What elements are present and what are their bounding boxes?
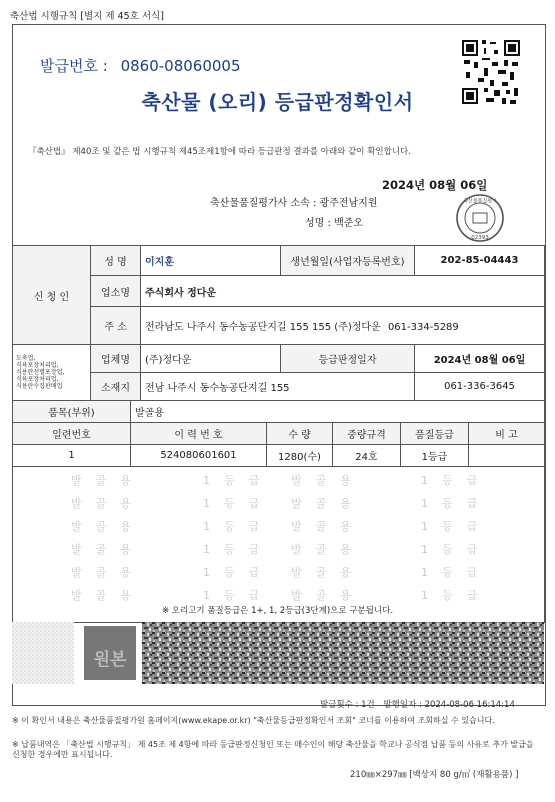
footnote: ※ 이 확인서 내용은 축산물품질평가원 홈페이지(www.ekape.or.kr) "축산물등급판정확인서 조회" 코너를 이용하여 조회하실 수 있습니다.: [12, 716, 495, 725]
document-title: 축산물 (오리) 등급판정확인서: [141, 90, 414, 114]
intro-text: 『축산법』 제40조 및 같은 법 시행규칙 제45조제1항에 따라 등급판정 결과를 아래와 같이 확인합니다.: [28, 147, 411, 157]
official-seal-icon: [455, 193, 505, 243]
dealer-section-line: 식육포장처리업,: [16, 362, 59, 369]
void-filler-area: [13, 467, 545, 623]
column-header: 품질등급: [401, 423, 469, 445]
issue-time: 2024-08-06 16:14:14: [424, 700, 515, 710]
seal-top-text: 축산물품질평가: [463, 198, 497, 205]
issue-date: 2024년 08월 06일: [382, 178, 488, 192]
column-header: 중량규격: [333, 423, 401, 445]
void-mark: 1등급: [203, 497, 274, 510]
dealer-section-line: 식육포장처리업,: [16, 376, 59, 383]
issue-number-value: 0860-08060005: [120, 57, 241, 75]
void-watermark-row: [13, 582, 543, 605]
applicant-table: [12, 245, 545, 345]
void-mark: 1등급: [203, 520, 274, 533]
lot-table: [12, 400, 545, 623]
column-header: 이 력 번 호: [131, 423, 267, 445]
dealer-biz-name: (주)정다운: [141, 345, 281, 373]
paper-spec: 210㎜×297㎜ [백상지 80 g/㎡ (재활용품) ]: [350, 770, 519, 780]
row-weight: 24호: [333, 445, 401, 467]
void-mark: 발골용: [291, 520, 365, 533]
void-watermark-row: [13, 559, 543, 582]
void-mark: 발골용: [71, 474, 145, 487]
void-mark: 1등급: [421, 589, 492, 602]
business-number: 202-85-04443: [415, 246, 545, 276]
form-number: 축산법 시행규칙 [별지 제 45호 서식]: [10, 11, 164, 22]
item-value: 발골용: [131, 401, 545, 423]
dealer-biz-label: 업체명: [91, 345, 141, 373]
address-label: 주 소: [91, 307, 141, 345]
void-mark: 발골용: [291, 497, 365, 510]
address-cell: [141, 307, 545, 345]
void-mark: 발골용: [71, 589, 145, 602]
void-mark: 1등급: [421, 497, 492, 510]
dealer-section-line: 도축업,: [16, 355, 36, 362]
issue-number-label: 발급번호 :: [40, 57, 108, 75]
row-serial: 1: [13, 445, 131, 467]
row-quantity: 1280(수): [267, 445, 333, 467]
void-watermark-row: [13, 536, 543, 559]
column-header: 수 량: [267, 423, 333, 445]
void-mark: 1등급: [421, 566, 492, 579]
item-label: 품목(부위): [13, 401, 131, 423]
grading-date-label: 등급판정일자: [281, 345, 415, 373]
issue-info: [320, 698, 515, 710]
void-mark: 발골용: [291, 589, 365, 602]
void-mark: 발골용: [291, 543, 365, 556]
issue-count: 1건: [361, 700, 375, 710]
appraiser-affiliation-label: 축산물품질평가사 소속 :: [210, 198, 317, 209]
dealer-table: [12, 344, 545, 401]
issue-number: [40, 55, 241, 76]
void-mark: 1등급: [421, 520, 492, 533]
issue-time-label: 발행일자 :: [383, 700, 422, 710]
row-grade: 1등급: [401, 445, 469, 467]
applicant-phone: 061-334-5289: [387, 322, 459, 333]
column-header: 일련번호: [13, 423, 131, 445]
void-mark: 1등급: [203, 474, 274, 487]
table-row: [13, 445, 545, 467]
grade-note: ※ 오리고기 품질등급은 1+, 1, 2등급(3단계)으로 구분됩니다.: [161, 606, 394, 616]
applicant-address: 전라남도 나주시 동수농공단지길 155 155 (주)정다운: [145, 322, 381, 333]
column-header: 비 고: [469, 423, 545, 445]
void-mark: 1등급: [421, 474, 492, 487]
location-label: 소재지: [91, 373, 141, 401]
dealer-location: 전남 나주시 동수농공단지길 155: [141, 373, 415, 401]
birth-label: 생년월일(사업자등록번호): [281, 246, 415, 276]
void-mark: 발골용: [71, 520, 145, 533]
void-mark: 1등급: [203, 543, 274, 556]
appraiser-affiliation-value: 광주전남지원: [319, 198, 378, 209]
void-watermark-row: [13, 467, 543, 490]
security-pattern-band: [12, 622, 544, 684]
row-trace-number: 524080601601: [131, 445, 267, 467]
void-watermark-rows: [13, 467, 543, 605]
dealer-section-line: 식용란선별포장업,: [16, 369, 65, 376]
void-mark: 1등급: [203, 566, 274, 579]
appraiser-name-value: 백준오: [334, 218, 364, 229]
grading-date: 2024년 08월 06일: [415, 345, 545, 373]
applicant-name: 이지훈: [141, 246, 281, 276]
seal-bottom-text: 02393: [471, 235, 489, 241]
void-mark: 발골용: [71, 543, 145, 556]
appraiser-affiliation: [210, 194, 377, 209]
original-watermark: 원본: [93, 650, 127, 670]
void-watermark-row: [13, 490, 543, 513]
void-mark: 발골용: [71, 497, 145, 510]
footnote: ※ 납품내역은 「축산법 시행규칙」 제 45조 제 4항에 따라 등급판정신청인 또는 매수인이 해당 축산물을 학교나 공식점 납품 등의 사유로 추가 발급을 신청한 경우에만 표시됩니다.: [12, 740, 534, 759]
void-mark: 1등급: [203, 589, 274, 602]
dealer-phone: 061-336-3645: [415, 373, 545, 401]
void-mark: 1등급: [421, 543, 492, 556]
company-name: 주식회사 정다운: [141, 276, 545, 307]
company-label: 업소명: [91, 276, 141, 307]
void-mark: 발골용: [71, 566, 145, 579]
issue-count-label: 발급횟수 :: [320, 700, 359, 710]
void-watermark-row: [13, 513, 543, 536]
void-mark: 발골용: [291, 474, 365, 487]
row-note: [469, 445, 545, 467]
applicant-section-label: 신 청 인: [13, 246, 91, 345]
applicant-name-label: 성 명: [91, 246, 141, 276]
dealer-section-line: 식용란수집판매업: [16, 383, 63, 390]
appraiser-name-label: 성명 :: [305, 218, 331, 229]
appraiser-name: [305, 214, 363, 229]
dealer-section-label: [13, 345, 91, 401]
void-mark: 발골용: [291, 566, 365, 579]
